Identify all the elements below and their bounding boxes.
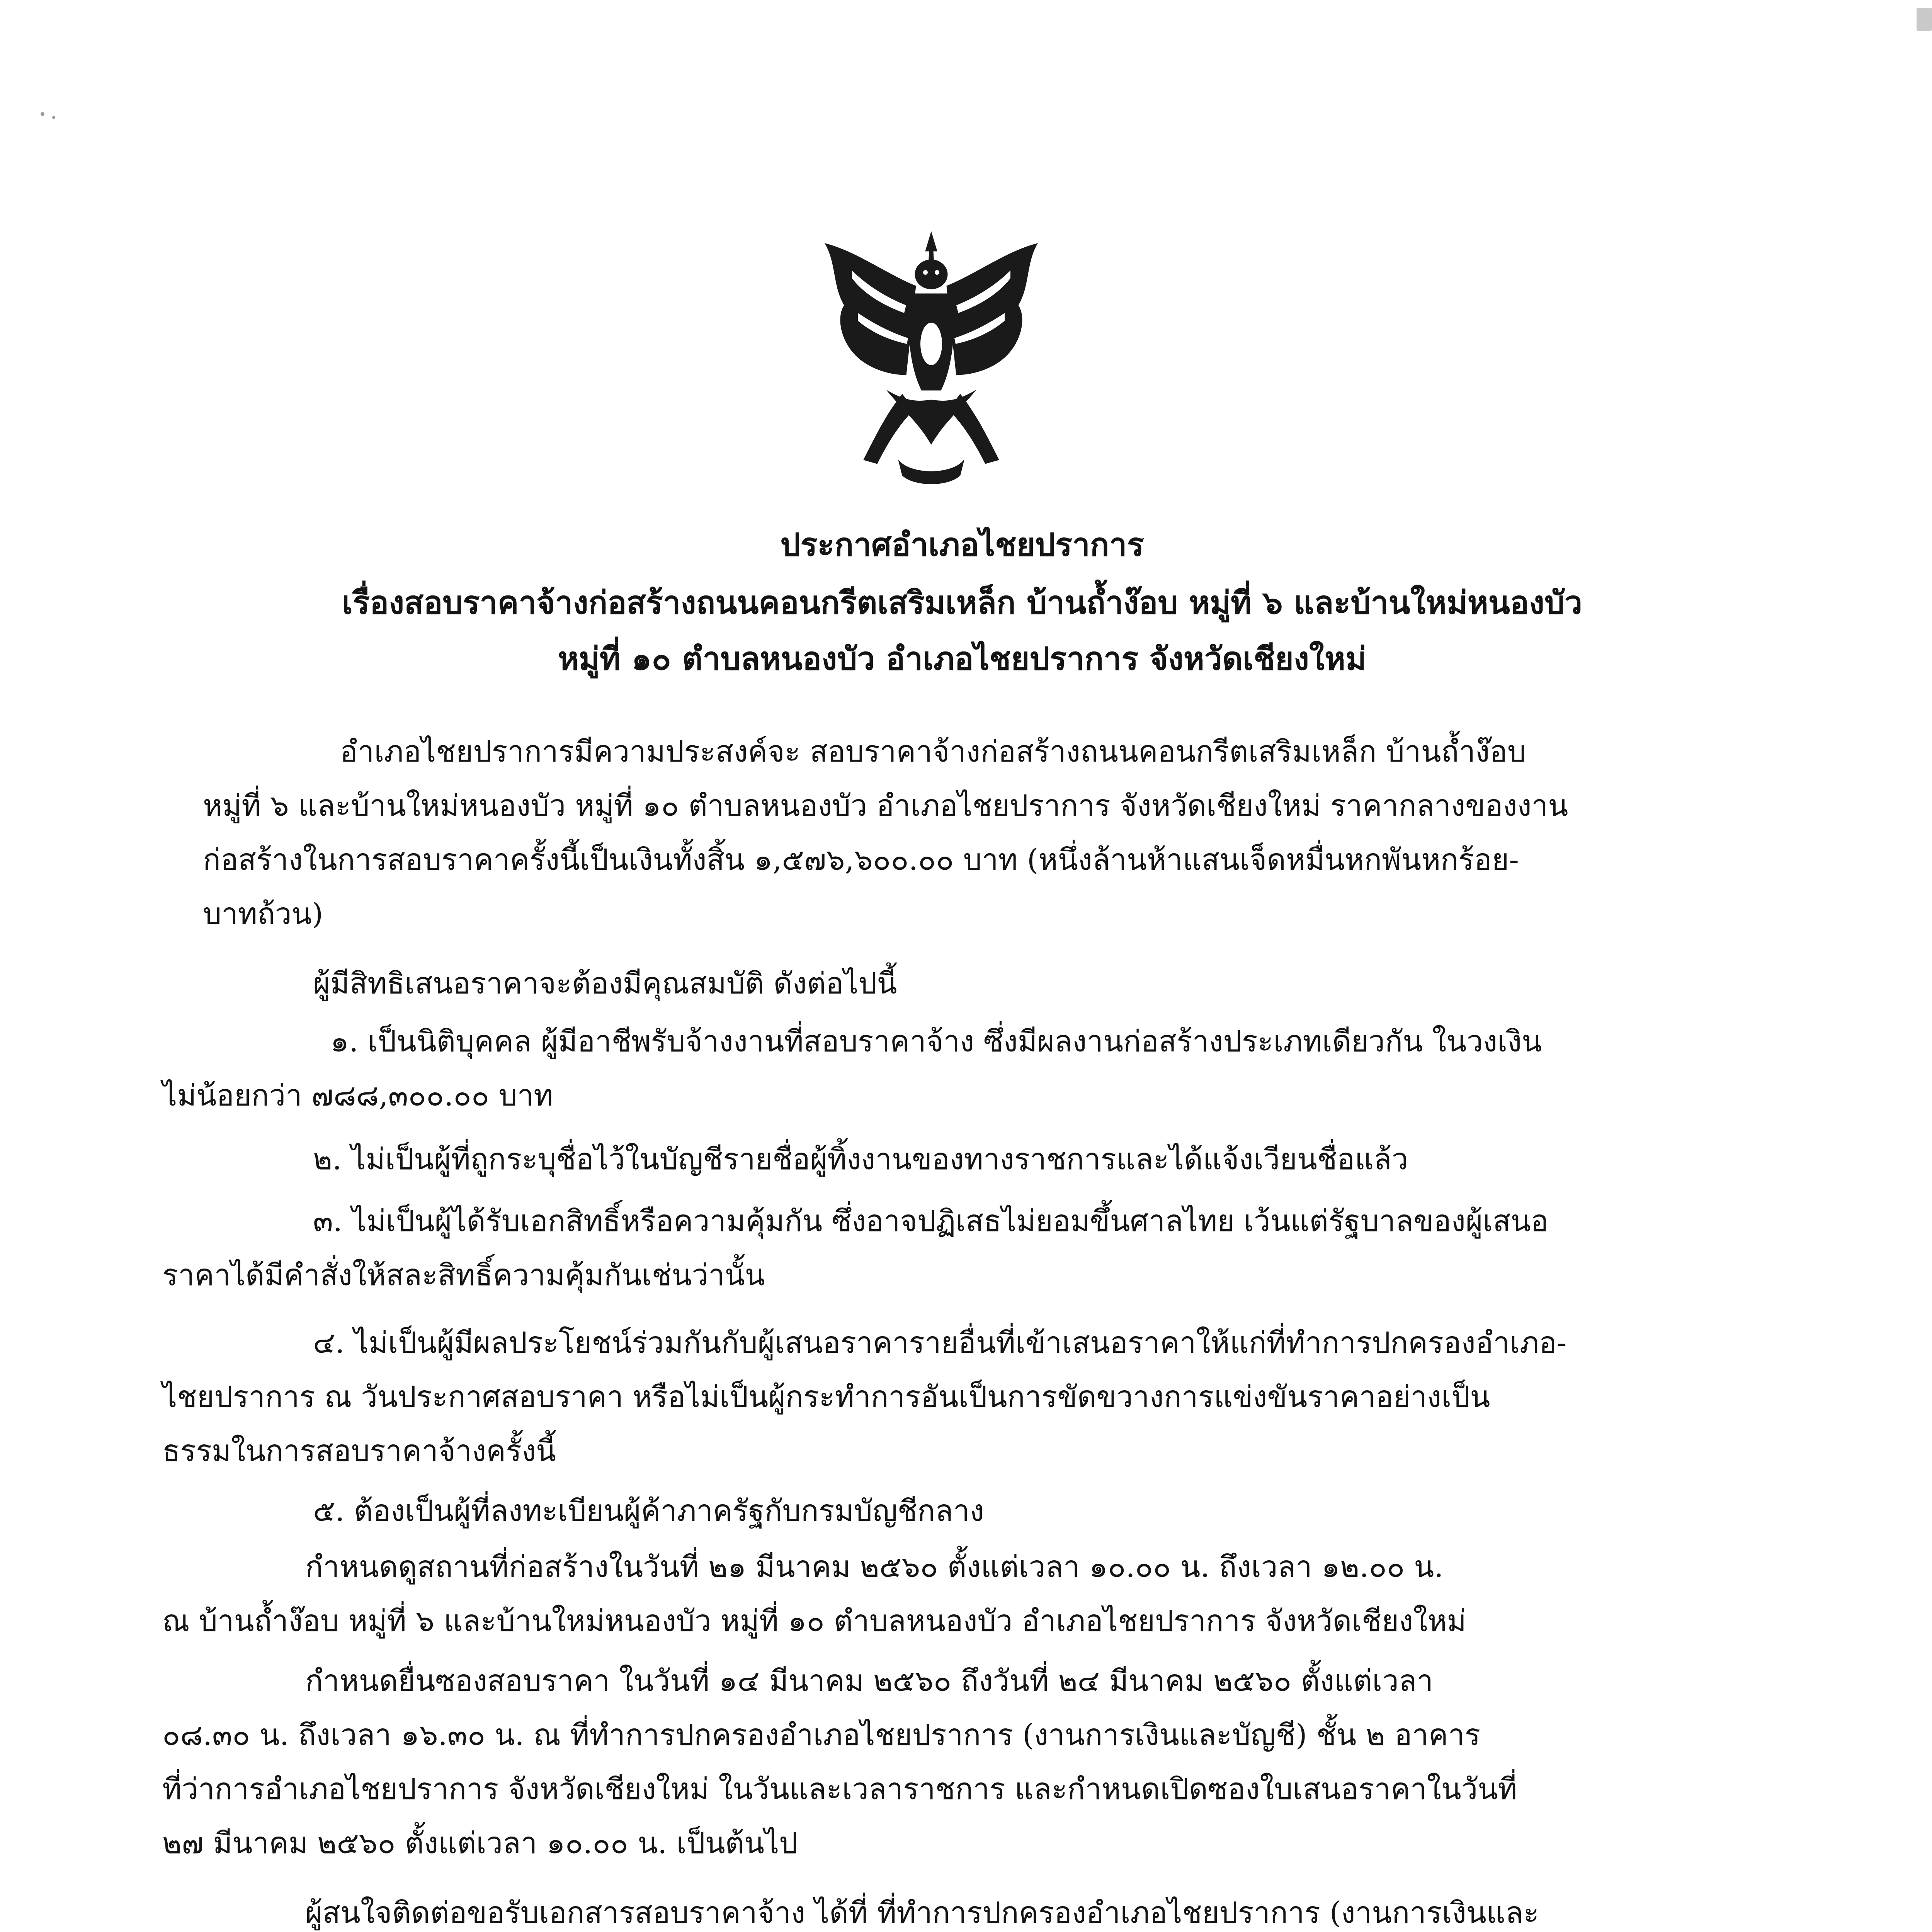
- intro-line: อำเภอไชยปราการมีความประสงค์จะ สอบราคาจ้างก่อสร้างถนนคอนกรีตเสริมเหล็ก บ้านถ้ำง๊อบ: [340, 734, 1526, 769]
- qualification-item: ๔. ไม่เป็นผู้มีผลประโยชน์ร่วมกันกับผู้เสนอราคารายอื่นที่เข้าเสนอราคาให้แก่ที่ทำการปกครองอำเภอ-: [313, 1325, 1567, 1360]
- qualification-item: ๑. เป็นนิติบุคคล ผู้มีอาชีพรับจ้างงานที่สอบราคาจ้าง ซึ่งมีผลงานก่อสร้างประเภทเดียวกัน ในวงเงิน: [330, 1024, 1542, 1058]
- scan-speck: [52, 116, 55, 119]
- scan-speck: [41, 112, 44, 116]
- qualification-item: ไชยปราการ ณ วันประกาศสอบราคา หรือไม่เป็นผู้กระทำการอันเป็นการขัดขวางการแข่งขันราคาอย่างเป็น: [162, 1379, 1490, 1414]
- intro-line: บาทถ้วน): [203, 896, 323, 931]
- scan-speck: [1917, 8, 1932, 31]
- qualification-item: ๓. ไม่เป็นผู้ได้รับเอกสิทธิ์หรือความคุ้มกัน ซึ่งอาจปฏิเสธไม่ยอมขึ้นศาลไทย เว้นแต่รัฐบาลของผู้เสนอ: [313, 1204, 1549, 1238]
- submission-line: ๒๗ มีนาคม ๒๕๖๐ ตั้งแต่เวลา ๑๐.๐๐ น. เป็นต้นไป: [162, 1826, 798, 1860]
- announcement-subject-line-2: หมู่ที่ ๑๐ ตำบลหนองบัว อำเภอไชยปราการ จังหวัดเชียงใหม่: [558, 640, 1367, 677]
- contact-line: ผู้สนใจติดต่อขอรับเอกสารสอบราคาจ้าง ได้ที่ ที่ทำการปกครองอำเภอไชยปราการ (งานการเงินและ: [305, 1895, 1539, 1930]
- intro-line: หมู่ที่ ๖ และบ้านใหม่หนองบัว หมู่ที่ ๑๐ ตำบลหนองบัว อำเภอไชยปราการ จังหวัดเชียงใหม่ ราคากลางของงาน: [203, 788, 1568, 823]
- site-visit-line: ณ บ้านถ้ำง๊อบ หมู่ที่ ๖ และบ้านใหม่หนองบัว หมู่ที่ ๑๐ ตำบลหนองบัว อำเภอไชยปราการ จังหวัดเชียงใหม่: [162, 1604, 1466, 1638]
- submission-line: ที่ว่าการอำเภอไชยปราการ จังหวัดเชียงใหม่ ในวันและเวลาราชการ และกำหนดเปิดซองใบเสนอราคาในวันที่: [162, 1772, 1517, 1806]
- qualification-item: ราคาได้มีคำสั่งให้สละสิทธิ์ความคุ้มกันเช่นว่านั้น: [162, 1258, 765, 1292]
- qualification-item: ไม่น้อยกว่า ๗๘๘,๓๐๐.๐๐ บาท: [162, 1078, 553, 1112]
- intro-line: ก่อสร้างในการสอบราคาครั้งนี้เป็นเงินทั้งสิ้น ๑,๕๗๖,๖๐๐.๐๐ บาท (หนึ่งล้านห้าแสนเจ็ดหมื่นหกพันหกร้อย-: [203, 842, 1519, 877]
- qualification-heading: ผู้มีสิทธิเสนอราคาจะต้องมีคุณสมบัติ ดังต่อไปนี้: [313, 966, 897, 1000]
- site-visit-line: กำหนดดูสถานที่ก่อสร้างในวันที่ ๒๑ มีนาคม ๒๕๖๐ ตั้งแต่เวลา ๑๐.๐๐ น. ถึงเวลา ๑๒.๐๐ น.: [305, 1549, 1444, 1584]
- submission-line: กำหนดยื่นซองสอบราคา ในวันที่ ๑๔ มีนาคม ๒๕๖๐ ถึงวันที่ ๒๔ มีนาคม ๒๕๖๐ ตั้งแต่เวลา: [305, 1663, 1434, 1698]
- garuda-emblem: [810, 228, 1053, 491]
- qualification-item: ธรรมในการสอบราคาจ้างครั้งนี้: [162, 1434, 556, 1468]
- submission-line: ๐๘.๓๐ น. ถึงเวลา ๑๖.๓๐ น. ณ ที่ทำการปกครองอำเภอไชยปราการ (งานการเงินและบัญชี) ชั้น ๒ อาคาร: [162, 1718, 1481, 1752]
- announcement-subject-line-1: เรื่องสอบราคาจ้างก่อสร้างถนนคอนกรีตเสริมเหล็ก บ้านถ้ำง๊อบ หมู่ที่ ๖ และบ้านใหม่หนองบัว: [342, 584, 1583, 621]
- qualification-item: ๕. ต้องเป็นผู้ที่ลงทะเบียนผู้ค้าภาครัฐกับกรมบัญชีกลาง: [313, 1493, 984, 1528]
- announcement-title: ประกาศอำเภอไชยปราการ: [780, 526, 1144, 563]
- qualification-item: ๒. ไม่เป็นผู้ที่ถูกระบุชื่อไว้ในบัญชีรายชื่อผู้ทิ้งงานของทางราชการและได้แจ้งเวียนชื่อแล้ว: [313, 1142, 1408, 1176]
